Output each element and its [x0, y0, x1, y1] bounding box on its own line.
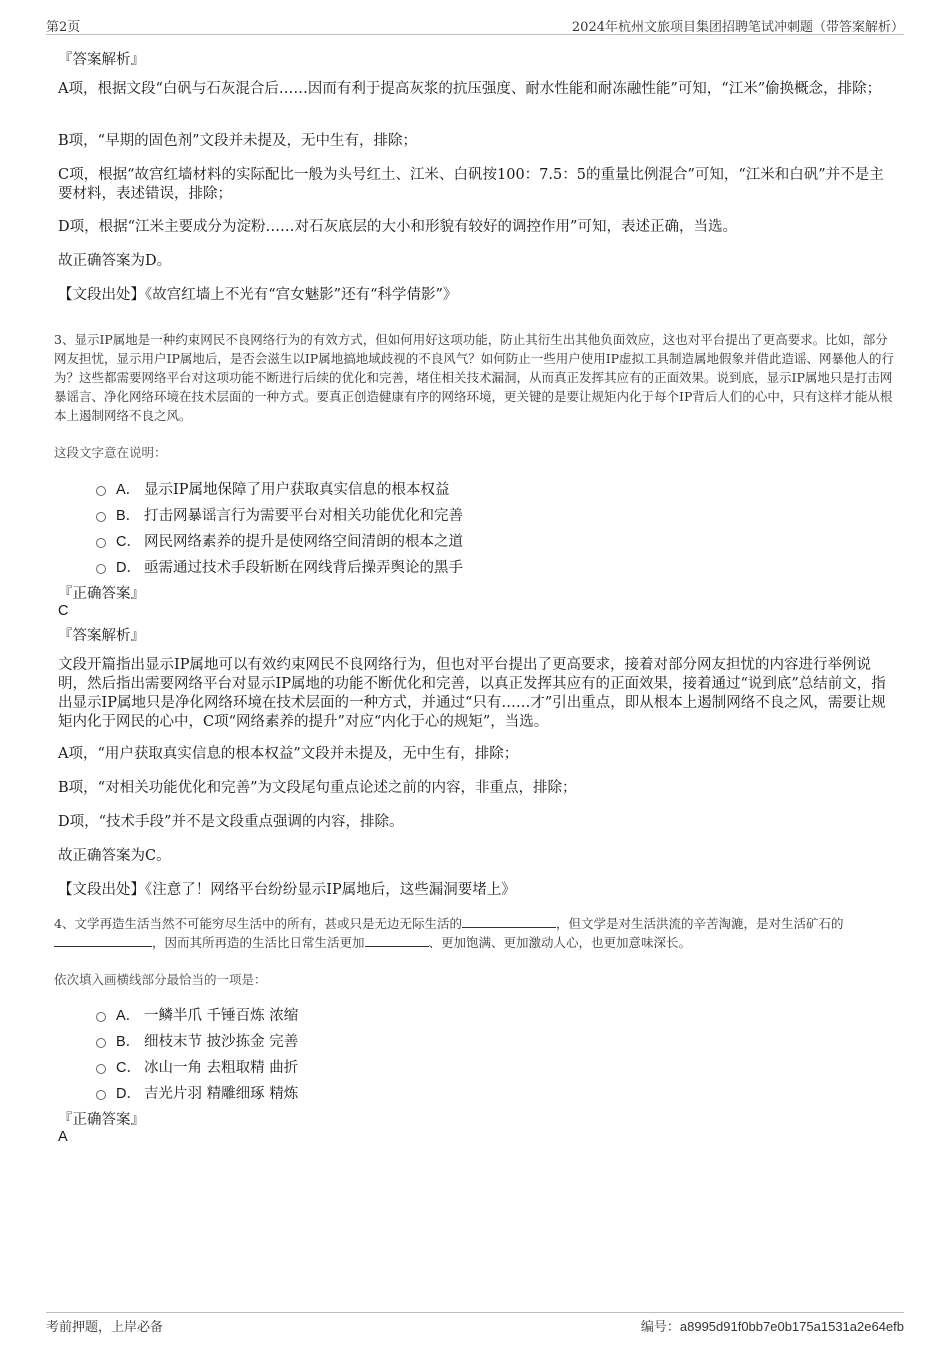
radio-icon[interactable]	[96, 538, 106, 548]
q2-analysis-b: B项，“早期的固色剂”文段并未提及，无中生有，排除；	[58, 133, 417, 149]
q3-option-c[interactable]	[96, 530, 463, 551]
q4-answer: A	[58, 1129, 68, 1145]
option-key: A．	[116, 482, 141, 498]
q4-option-d[interactable]	[96, 1082, 298, 1103]
q4-option-c[interactable]	[96, 1056, 298, 1077]
q3-option-d[interactable]	[96, 556, 463, 577]
option-text: 网民网络素养的提升是使网络空间清朗的根本之道	[144, 534, 463, 550]
option-key: A．	[116, 1008, 141, 1024]
option-text: 一鳞半爪 千锤百炼 浓缩	[144, 1008, 299, 1024]
radio-icon[interactable]	[96, 512, 106, 522]
option-key: C．	[116, 534, 141, 550]
radio-icon[interactable]	[96, 1090, 106, 1100]
q3-option-b[interactable]	[96, 504, 463, 525]
page-header	[46, 14, 904, 35]
option-text: 显示IP属地保障了用户获取真实信息的根本权益	[144, 482, 450, 498]
radio-icon[interactable]	[96, 1038, 106, 1048]
radio-icon[interactable]	[96, 564, 106, 574]
option-key: B．	[116, 508, 141, 524]
q4-option-a[interactable]	[96, 1004, 298, 1025]
q4-stem: 4、文学再造生活当然不可能穷尽生活中的所有，甚或只是无边无际生活的 ，但文学是对生活洪流的辛苦淘漉，是对生活矿石的，因而其所再造的生活比日常生活更加 、更加饱满、更加激动人心，也更加意味深长。	[54, 916, 844, 950]
q3-answer-label: 『正确答案』	[58, 586, 145, 602]
q2-conclusion: 故正确答案为D。	[58, 253, 172, 269]
option-text: 打击网暴谣言行为需要平台对相关功能优化和完善	[144, 508, 463, 524]
page-footer	[46, 1312, 904, 1335]
footer-code: 编号：a8995d91f0bb7e0b175a1531a2e64efb	[640, 1319, 904, 1335]
option-key: D．	[116, 560, 141, 576]
q3-conclusion: 故正确答案为C。	[58, 848, 171, 864]
option-key: D．	[116, 1086, 141, 1102]
q2-analysis-c: C项，根据“故宫红墙材料的实际配比一般为头号红土、江米、白矾按100：7.5：5的重量比例混合”可知，“江米和白矾”并不是主要材料，表述错误，排除；	[58, 167, 884, 202]
q3-source: 【文段出处】《注意了！网络平台纷纷显示IP属地后，这些漏洞要堵上》	[58, 882, 516, 898]
document-title: 2024年杭州文旅项目集团招聘笔试冲刺题（带答案解析）	[571, 20, 904, 35]
option-key: B．	[116, 1034, 141, 1050]
q3-analysis-d: D项，“技术手段”并不是文段重点强调的内容，排除。	[58, 814, 404, 830]
page-number: 第2页	[46, 20, 81, 35]
q2-analysis-label: 『答案解析』	[58, 52, 145, 68]
q3-analysis-b: B项，“对相关功能优化和完善”为文段尾句重点论述之前的内容，非重点，排除；	[58, 780, 577, 796]
q4-option-b[interactable]	[96, 1030, 298, 1051]
q2-source: 【文段出处】《故宫红墙上不光有“宫女魅影”还有“科学倩影”》	[58, 287, 458, 303]
option-text: 亟需通过技术手段斩断在网线背后操弄舆论的黑手	[144, 560, 463, 576]
q3-answer: C	[58, 603, 69, 619]
q2-analysis-a: A项，根据文段“白矾与石灰混合后……因而有利于提高灰浆的抗压强度、耐水性能和耐冻融性能”可知，“江米”偷换概念，排除；	[58, 81, 882, 97]
radio-icon[interactable]	[96, 1012, 106, 1022]
fill-blank-3[interactable]	[365, 934, 429, 947]
option-text: 吉光片羽 精雕细琢 精炼	[144, 1086, 299, 1102]
radio-icon[interactable]	[96, 486, 106, 496]
footer-slogan: 考前押题，上岸必备	[46, 1320, 164, 1335]
option-text: 细枝末节 披沙拣金 完善	[144, 1034, 299, 1050]
radio-icon[interactable]	[96, 1064, 106, 1074]
q3-analysis-label: 『答案解析』	[58, 628, 145, 644]
option-text: 冰山一角 去粗取精 曲折	[144, 1060, 299, 1076]
fill-blank-2[interactable]	[54, 934, 152, 947]
q3-option-a[interactable]	[96, 478, 449, 499]
q3-analysis-a: A项，“用户获取真实信息的根本权益”文段并未提及，无中生有，排除；	[58, 746, 519, 762]
q4-prompt: 依次填入画横线部分最恰当的一项是：	[54, 972, 267, 987]
q3-prompt: 这段文字意在说明：	[54, 445, 167, 460]
fill-blank-1[interactable]	[462, 915, 556, 928]
q3-stem: 3、显示IP属地是一种约束网民不良网络行为的有效方式，但如何用好这项功能，防止其衍生出其他负面效应，这也对平台提出了更高要求。比如，部分网友担忧，显示用户IP属地后，是否会滋生以IP属地搞地域歧视的不良风气？如何防止一些用户使用IP虚拟工具制造属地假象并借此造谣、网暴他人的行为？这些都需要网络平台对这项功能不断进行后续的优化和完善，堵住相关技术漏洞，从而真正发挥其应有的正面效果。说到底，显示IP属地只是打击网暴谣言、净化网络环境在技术层面的一种方式。要真正创造健康有序的网络环境，更关键的是要让规矩内化于每个IP背后人们的心中，只有这样才能从根本上遏制网络不良之风。	[54, 332, 895, 423]
q3-analysis-body: 文段开篇指出显示IP属地可以有效约束网民不良网络行为，但也对平台提出了更高要求，接着对部分网友担忧的内容进行举例说明，然后指出需要网络平台对显示IP属地的功能不断优化和完善，以真正发挥其应有的正面效果，接着通过“说到底”总结前文，指出显示IP属地只是净化网络环境在技术层面的一种方式，并通过“只有……才”引出重点，即从根本上遏制网络不良之风，需要让规矩内化于网民的心中，C项“网络素养的提升”对应“内化于心的规矩”，当选。	[58, 657, 886, 730]
option-key: C．	[116, 1060, 141, 1076]
q2-analysis-d: D项，根据“江米主要成分为淀粉……对石灰底层的大小和形貌有较好的调控作用”可知，表述正确，当选。	[58, 219, 737, 235]
q4-answer-label: 『正确答案』	[58, 1112, 145, 1128]
